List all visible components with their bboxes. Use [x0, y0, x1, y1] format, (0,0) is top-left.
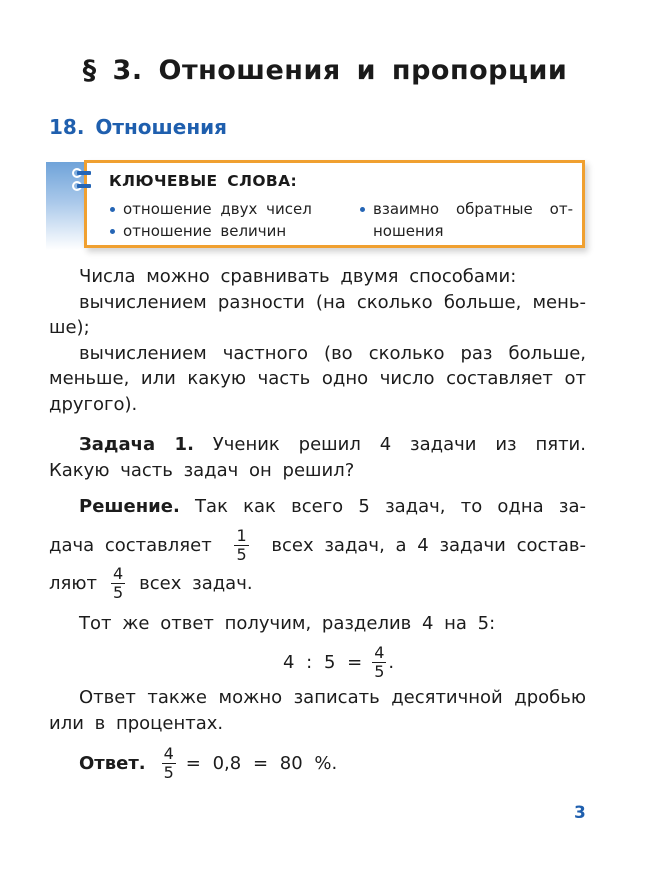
fraction: $\frac{4}{5}$ — [163, 744, 174, 782]
division-formula: 4 : 5 = $\frac{4}{5}$ . — [283, 643, 395, 681]
intro-paragraph: Числа можно сравнивать двумя способами: вычислением разности (на сколько больше, мень- ше); вычислением частного (во сколько раз больше, меньше, или какую часть одно число составляет от другого). — [49, 266, 586, 415]
keyword-item: взаимно обратные от- ношения — [373, 198, 573, 242]
fraction: $\frac{1}{5}$ — [236, 526, 247, 564]
keyword-item: отношение величин — [123, 220, 286, 242]
chapter-title: § 3. Отношения и пропорции — [82, 55, 568, 86]
page-number: 3 — [574, 803, 586, 823]
task-label: Задача 1. — [79, 434, 194, 455]
answer-line: Ответ. $\frac{4}{5}$ = 0,8 = 80 %. — [79, 744, 338, 782]
keyword-item: отношение двух чисел — [123, 198, 312, 220]
keywords-heading: КЛЮЧЕВЫЕ СЛОВА: — [109, 172, 298, 190]
solution-label: Решение. — [79, 496, 180, 517]
bullet-icon — [360, 207, 365, 212]
solution-line-2: дача составляет $\frac{1}{5}$ всех задач, а 4 задачи состав- — [49, 526, 586, 564]
solution-paragraph: Решение. Так как всего 5 задач, то одна за- — [79, 496, 586, 517]
binder-clip-icon — [77, 184, 91, 188]
binder-clip-icon — [77, 171, 91, 175]
keywords-box — [84, 160, 585, 248]
task-paragraph: Задача 1. Ученик решил 4 задачи из пяти. Какую часть задач он решил? — [49, 434, 586, 481]
fraction: $\frac{4}{5}$ — [112, 564, 124, 602]
bullet-icon — [110, 207, 115, 212]
answer-label: Ответ. — [79, 753, 146, 774]
solution-line-3: ляют $\frac{4}{5}$ всех задач. — [49, 564, 253, 602]
division-text: Тот же ответ получим, разделив 4 на 5: — [79, 613, 496, 634]
decimal-note: Ответ также можно записать десятичной дробью или в процентах. — [49, 687, 586, 734]
section-title: 18. Отношения — [49, 115, 228, 139]
bullet-icon — [110, 229, 115, 234]
fraction: $\frac{4}{5}$ — [374, 643, 385, 681]
